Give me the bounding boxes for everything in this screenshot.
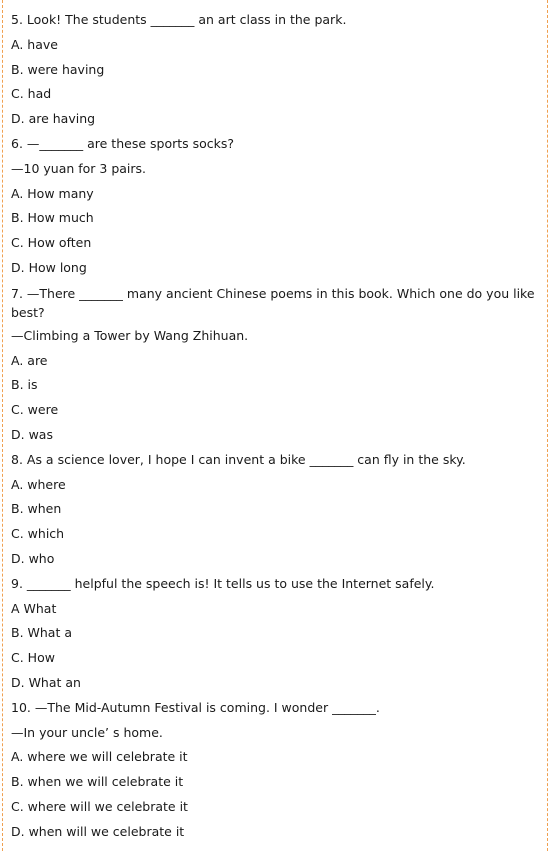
question-10-option-c: C. where will we celebrate it xyxy=(11,798,188,814)
question-10-stem: 10. —The Mid-Autumn Festival is coming. I wonder _______. xyxy=(11,699,380,715)
right-dashed-border xyxy=(547,0,548,851)
question-10-reply: —In your uncle’ s home. xyxy=(11,724,163,740)
question-9-option-d: D. What an xyxy=(11,674,81,690)
question-7-option-d: D. was xyxy=(11,426,53,442)
question-9-option-a: A What xyxy=(11,600,57,616)
question-10-option-d: D. when will we celebrate it xyxy=(11,823,185,839)
question-7-option-a: A. are xyxy=(11,352,48,368)
question-8-option-c: C. which xyxy=(11,526,65,542)
question-5-option-a: A. have xyxy=(11,36,58,52)
question-8-option-a: A. where xyxy=(11,476,66,492)
question-7-stem: 7. —There _______ many ancient Chinese poems in this book. Which one do you like best? xyxy=(11,285,535,320)
question-8-stem: 8. As a science lover, I hope I can invent a bike _______ can fly in the sky. xyxy=(11,451,466,467)
question-9-option-c: C. How xyxy=(11,650,55,666)
left-dashed-border xyxy=(2,0,3,851)
question-8-option-b: B. when xyxy=(11,501,62,517)
question-6-option-c: C. How often xyxy=(11,235,92,251)
question-10-option-b: B. when we will celebrate it xyxy=(11,774,184,790)
question-9-stem: 9. _______ helpful the speech is! It tells us to use the Internet safely. xyxy=(11,575,435,591)
question-6-option-d: D. How long xyxy=(11,259,87,275)
question-6-reply: —10 yuan for 3 pairs. xyxy=(11,160,147,176)
question-7-option-b: B. is xyxy=(11,377,38,393)
question-5-stem: 5. Look! The students _______ an art class in the park. xyxy=(11,12,347,27)
question-9-option-b: B. What a xyxy=(11,625,72,641)
question-list xyxy=(11,8,537,845)
question-6-stem: 6. —_______ are these sports socks? xyxy=(11,135,235,151)
question-6-option-a: A. How many xyxy=(11,185,94,201)
question-7-option-c: C. were xyxy=(11,402,59,418)
question-6-option-b: B. How much xyxy=(11,210,94,226)
question-5-option-b: B. were having xyxy=(11,61,105,77)
question-5-option-c: C. had xyxy=(11,86,52,102)
question-7-reply: —Climbing a Tower by Wang Zhihuan. xyxy=(11,327,249,343)
question-10-option-a: A. where we will celebrate it xyxy=(11,749,188,765)
question-8-option-d: D. who xyxy=(11,550,55,566)
question-5-option-d: D. are having xyxy=(11,111,96,127)
